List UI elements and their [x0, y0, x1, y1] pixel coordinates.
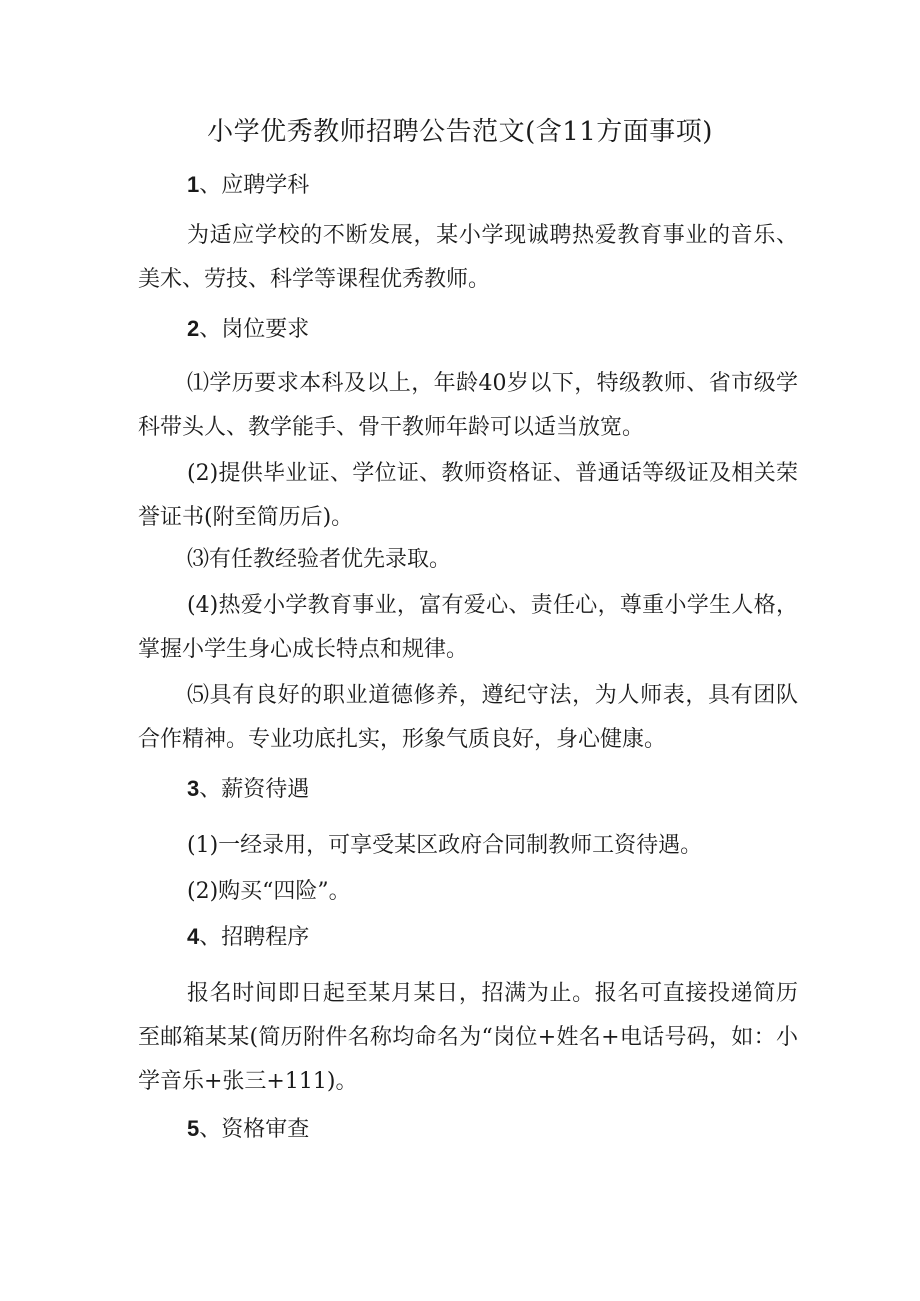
paragraph: (2)购买“四险”。 [187, 879, 351, 904]
paragraph: 为适应学校的不断发展，某小学现诚聘热爱教育事业的音乐、美术、劳技、科学等课程优秀教师。 [138, 223, 798, 292]
section-heading-text: 、薪资待遇 [199, 777, 310, 802]
section-heading-text: 、资格审查 [199, 1117, 310, 1142]
section-heading-3 [187, 772, 309, 807]
paragraph: 报名时间即日起至某月某日，招满为止。报名可直接投递简历至邮箱某某(简历附件名称均命名为“岗位+姓名+电话号码，如：小学音乐+张三+111)。 [138, 981, 798, 1094]
section-heading-2 [187, 312, 309, 347]
paragraph: (4)热爱小学教育事业，富有爱心、责任心，尊重小学生人格，掌握小学生身心成长特点和规律。 [138, 593, 798, 662]
section-number: 1 [187, 172, 200, 197]
section-heading-1 [187, 168, 309, 203]
section-heading-5 [187, 1112, 309, 1147]
section-number: 3 [187, 776, 200, 801]
paragraph: ⑴学历要求本科及以上，年龄40岁以下，特级教师、省市级学科带头人、教学能手、骨干教师年龄可以适当放宽。 [138, 371, 798, 440]
paragraph: (2)提供毕业证、学位证、教师资格证、普通话等级证及相关荣誉证书(附至简历后)。 [138, 461, 798, 530]
paragraph: ⑸具有良好的职业道德修养，遵纪守法，为人师表，具有团队合作精神。专业功底扎实，形象气质良好，身心健康。 [138, 683, 798, 752]
section-heading-text: 、招聘程序 [199, 925, 310, 950]
paragraph: (1)一经录用，可享受某区政府合同制教师工资待遇。 [187, 833, 703, 858]
section-number: 2 [187, 316, 200, 341]
section-number: 4 [187, 924, 200, 949]
document-title: 小学优秀教师招聘公告范文(含11方面事项) [207, 117, 713, 147]
paragraph: ⑶有任教经验者优先录取。 [187, 547, 452, 572]
section-number: 5 [187, 1116, 200, 1141]
section-heading-text: 、应聘学科 [199, 173, 310, 198]
section-heading-text: 、岗位要求 [199, 317, 310, 342]
section-heading-4 [187, 920, 309, 955]
